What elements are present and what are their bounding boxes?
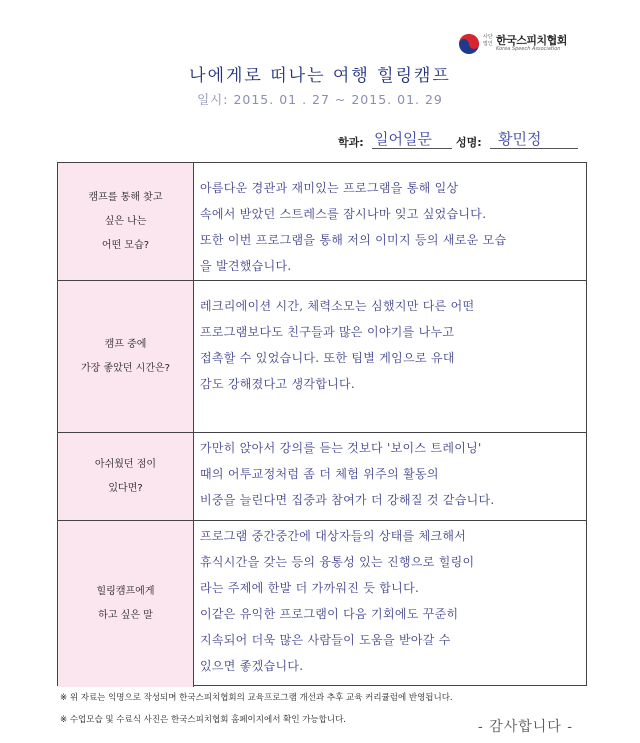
question-text: 캠프를 통해 찾고 싶은 나는 어떤 모습? [88,191,163,251]
association-logo [458,30,608,56]
answer-line: 또한 이번 프로그램을 통해 저의 이미지 등의 새로운 모습 [200,233,507,247]
answer-line: 가만히 앉아서 강의를 듣는 것보다 '보이스 트레이닝' [200,441,482,455]
footer-note-photos: ※ 수업모습 및 수료식 사진은 한국스피치협회 홈페이지에서 확인 가능합니다. [60,715,346,725]
question-text: 힐링캠프에게 하고 싶은 말 [96,586,155,621]
student-info [338,128,638,150]
answer-line: 프로그램보다도 친구들과 많은 이야기를 나누고 [200,325,455,339]
question-cell [58,281,194,432]
survey-form [57,162,587,686]
answer-line: 이같은 유익한 프로그램이 다음 기회에도 꾸준히 [200,607,459,621]
answer-cell [194,433,586,520]
name-label: 성명: [456,136,482,149]
thanks-note: - 감사합니다 - [478,719,573,735]
answer-line: 프로그램 중간중간에 대상자들의 상태를 체크해서 [200,529,467,543]
answer-cell [194,521,586,687]
event-date: 일시: 2015. 01 . 27 ~ 2015. 01. 29 [197,92,443,107]
question-cell [58,163,194,280]
footer-note-anonymous: ※ 위 자료는 익명으로 작성되며 한국스피치협회의 교육프로그램 개선과 추후 교육 커리큘럼에 반영됩니다. [60,693,453,703]
survey-row [58,433,586,521]
question-cell [58,521,194,687]
question-cell [58,433,194,520]
page-title: 나에게로 떠나는 여행 힐링캠프 [189,66,451,86]
taegeuk-logo-icon [458,33,480,55]
survey-row [58,521,586,687]
question-text: 아쉬웠던 점이 있다면? [94,458,157,494]
answer-line: 휴식시간을 갖는 등의 융통성 있는 진행으로 힐링이 [200,555,475,569]
answer-line: 때의 어투교정처럼 좀 더 체험 위주의 활동의 [200,467,439,481]
answer-line: 레크리에이션 시간, 체력소모는 심했지만 다른 어떤 [200,299,475,313]
name-value: 황민정 [498,130,542,148]
answer-cell [194,281,586,432]
answer-line: 접촉할 수 있었습니다. 또한 팀별 게임으로 유대 [200,351,455,365]
answer-line: 아름다운 경관과 재미있는 프로그램을 통해 일상 [200,181,459,195]
logo-small-text: 사단 법인 [483,34,493,47]
answer-line: 비중을 늘린다면 집중과 참여가 더 강해질 것 같습니다. [200,493,495,507]
survey-row [58,281,586,433]
logo-name: 한국스피치협회 [496,34,567,47]
dept-value: 일어일문 [374,130,432,148]
answer-cell [194,163,586,280]
logo-english-name: Korea Speech Association [496,46,561,52]
dept-label: 학과: [338,136,364,149]
answer-line: 속에서 받았던 스트레스를 잠시나마 잊고 싶었습니다. [200,207,487,221]
answer-line: 을 발견했습니다. [200,259,292,273]
answer-line: 라는 주제에 한발 더 가까워진 듯 합니다. [200,581,420,595]
question-text: 캠프 중에 가장 좋았던 시간은? [81,338,170,374]
name-underline [490,148,578,149]
answer-line: 감도 강해졌다고 생각합니다. [200,377,356,391]
dept-underline [372,148,452,149]
survey-row [58,163,586,281]
answer-line: 지속되어 더욱 많은 사람들이 도움을 받아갈 수 [200,633,451,647]
answer-line: 있으면 좋겠습니다. [200,659,304,673]
